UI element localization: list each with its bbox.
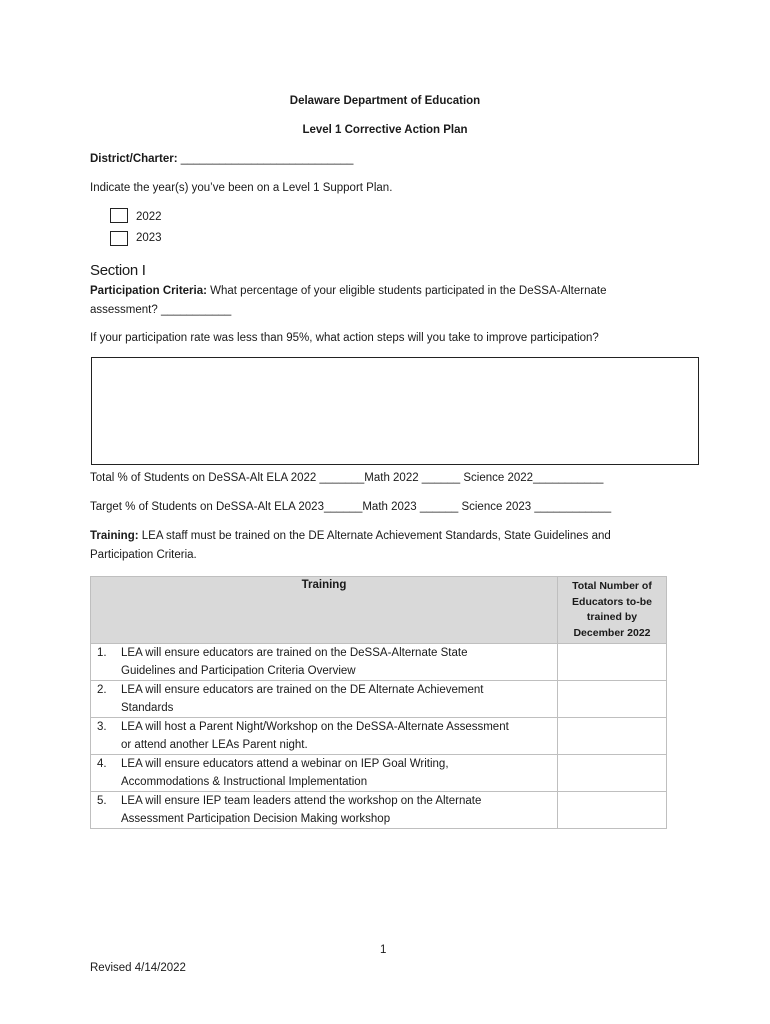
training-text-line1: LEA staff must be trained on the DE Alternate Achievement Standards, State Guidelines and [138,530,611,542]
item-number: 3. [97,721,107,733]
educator-count-header-line: trained by [586,611,638,623]
plan-title: Level 1 Corrective Action Plan [302,124,468,136]
item-text-line1: LEA will ensure educators attend a webinar on IEP Goal Writing, [121,758,449,770]
item-text-line2: Assessment Participation Decision Making workshop [121,812,391,825]
training-item [91,644,558,681]
section-title: Section I [90,262,146,279]
item-text-line2: Standards [121,701,174,714]
training-col-header: Training [91,577,558,644]
participation-text-line2[interactable]: assessment? ___________ [90,304,232,316]
years-prompt: Indicate the year(s) you’ve been on a Level 1 Support Plan. [90,182,393,194]
training-item [91,755,558,792]
training-item [91,792,558,829]
item-text-line2: or attend another LEAs Parent night. [121,738,308,751]
table-row [91,792,667,829]
item-text-line1: LEA will ensure educators are trained on the DeSSA-Alternate State [121,647,468,659]
training-table [90,576,667,829]
revised-date: Revised 4/14/2022 [90,962,186,974]
total-percent-line[interactable]: Total % of Students on DeSSA-Alt ELA 2022 _______Math 2022 ______ Science 2022___________ [90,472,604,484]
item-number: 1. [97,647,107,659]
item-text-line1: LEA will host a Parent Night/Workshop on the DeSSA-Alternate Assessment [121,721,509,733]
educator-count-cell[interactable] [558,681,667,718]
educator-count-header-line: Educators to-be [572,595,652,608]
educator-count-header-line: Total Number of [572,580,652,592]
year-2022-label: 2022 [136,211,162,223]
training-statement [90,530,611,542]
educator-count-cell[interactable] [558,755,667,792]
item-text-line1: LEA will ensure IEP team leaders attend the workshop on the Alternate [121,795,482,807]
item-text-line2: Guidelines and Participation Criteria Overview [121,664,356,677]
educator-count-cell[interactable] [558,718,667,755]
action-steps-textbox[interactable] [91,357,699,465]
improve-question: If your participation rate was less than 95%, what action steps will you take to improve participation? [90,332,599,344]
participation-criteria [90,285,607,297]
participation-label: Participation Criteria: [90,285,207,297]
target-percent-line[interactable]: Target % of Students on DeSSA-Alt ELA 2023______Math 2023 ______ Science 2023 ____________ [90,501,612,513]
participation-text-line1: What percentage of your eligible students participated in the DeSSA-Alternate [206,285,607,297]
district-blank[interactable]: ___________________________ [180,153,354,165]
educator-count-cell[interactable] [558,644,667,681]
training-item [91,681,558,718]
training-item [91,718,558,755]
year-2023-label: 2023 [136,232,162,244]
training-table-header [91,577,667,644]
item-text-line1: LEA will ensure educators are trained on the DE Alternate Achievement [121,684,484,696]
training-text-line2: Participation Criteria. [90,549,197,561]
item-text-line2: Accommodations & Instructional Implementation [121,775,368,788]
district-label: District/Charter: [90,153,181,165]
table-row [91,681,667,718]
item-number: 4. [97,758,107,770]
table-row [91,644,667,681]
item-number: 2. [97,684,107,696]
page-number: 1 [380,944,387,956]
table-row [91,755,667,792]
table-row [91,718,667,755]
year-2023-checkbox[interactable] [110,231,128,246]
year-2022-checkbox[interactable] [110,208,128,223]
educator-count-cell[interactable] [558,792,667,829]
item-number: 5. [97,795,107,807]
educator-count-header-line: December 2022 [573,626,651,639]
educator-count-col-header [558,577,667,644]
training-label: Training: [90,530,139,542]
district-field[interactable] [90,153,353,165]
department-title: Delaware Department of Education [289,95,481,107]
